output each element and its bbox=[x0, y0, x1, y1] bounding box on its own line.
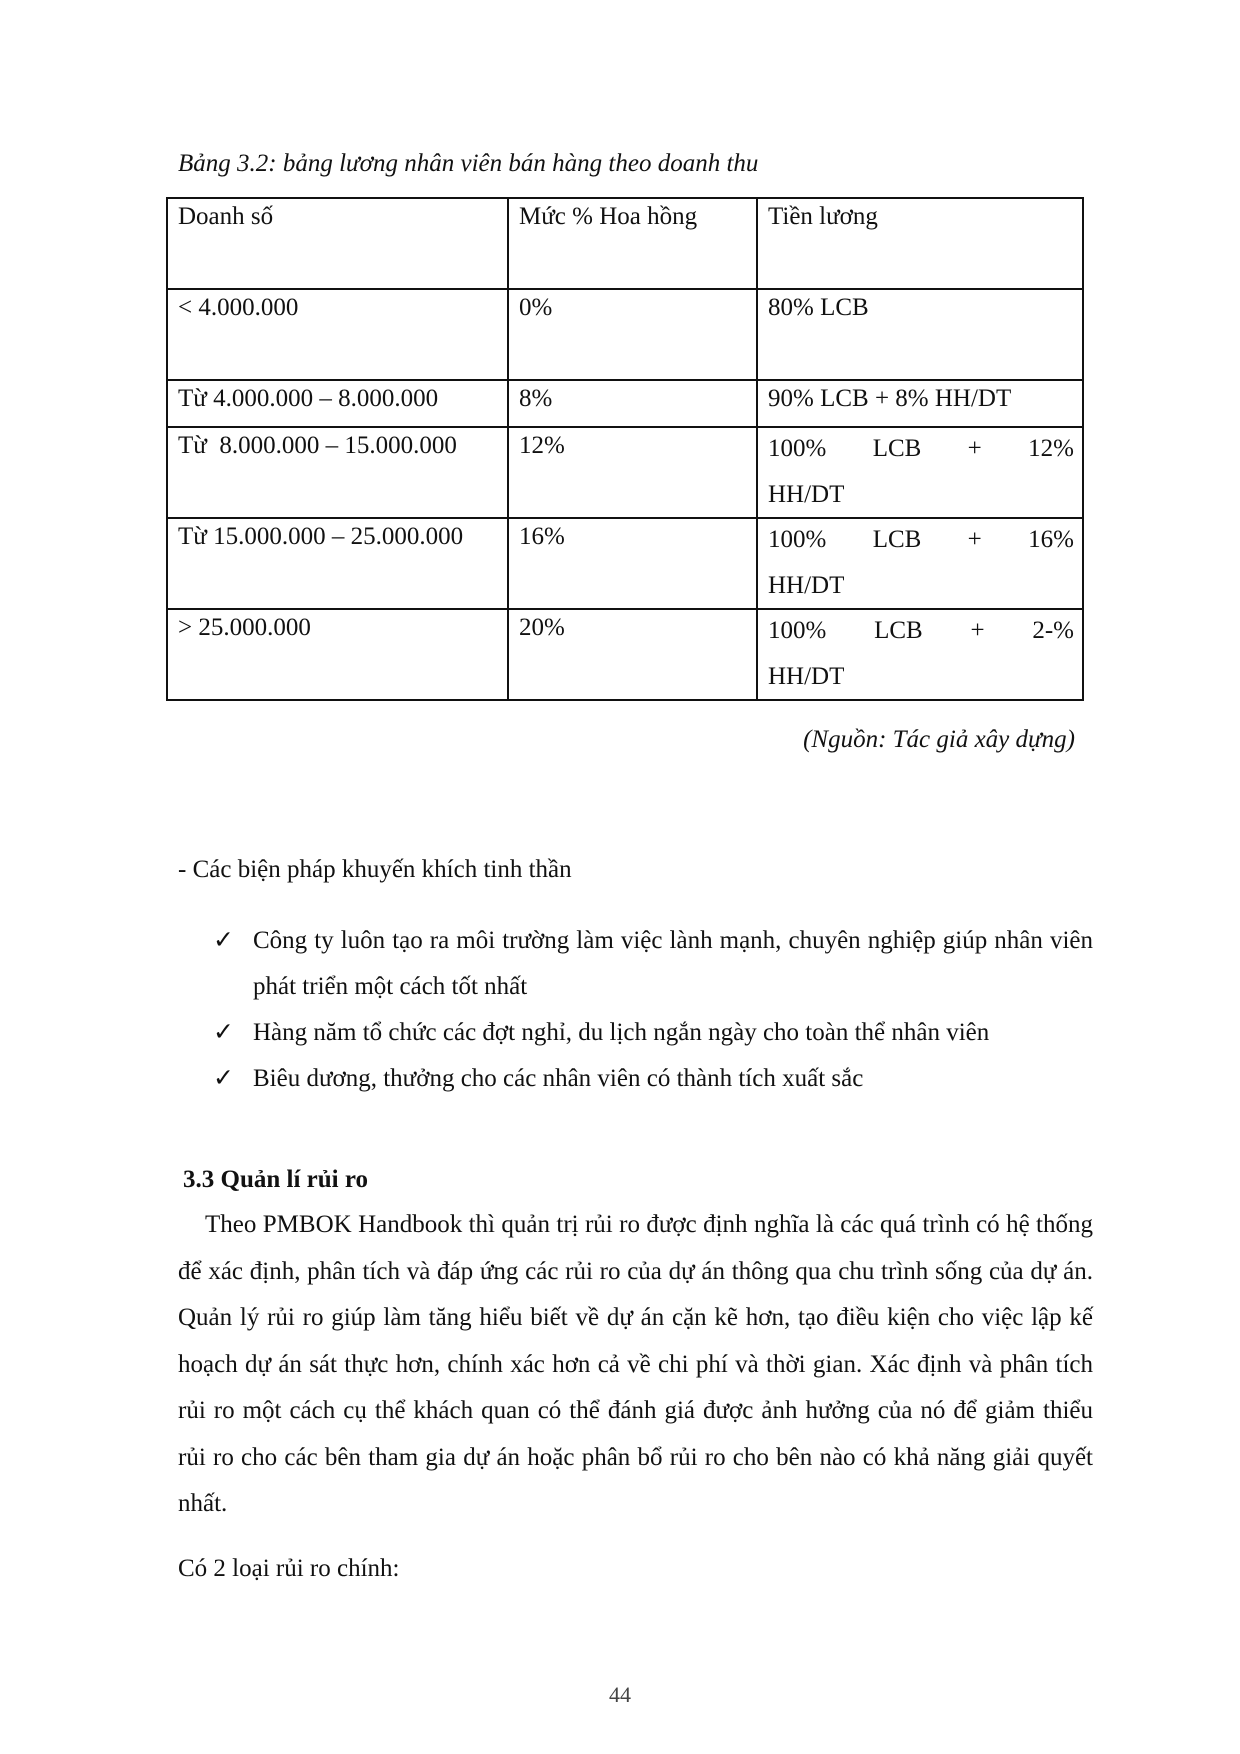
cell-salary: 100% LCB + 12% HH/DT bbox=[757, 427, 1083, 518]
table-row bbox=[167, 609, 1083, 700]
salary-table bbox=[166, 197, 1084, 701]
sub-heading: Có 2 loại rủi ro chính: bbox=[178, 1555, 400, 1582]
cell-sales: Từ 4.000.000 – 8.000.000 bbox=[167, 380, 508, 427]
list-item bbox=[213, 1056, 1093, 1102]
table-row bbox=[167, 380, 1083, 427]
cell-sales: Từ 8.000.000 – 15.000.000 bbox=[167, 427, 508, 518]
page-number: 44 bbox=[609, 1682, 631, 1707]
cell-commission: 20% bbox=[508, 609, 757, 700]
checkmark-icon: ✓ bbox=[213, 927, 234, 954]
table-source: (Nguồn: Tác giả xây dựng) bbox=[803, 726, 1075, 753]
table-caption: Bảng 3.2: bảng lương nhân viên bán hàng theo doanh thu bbox=[178, 150, 759, 177]
cell-sales: > 25.000.000 bbox=[167, 609, 508, 700]
spiritual-measures-heading: - Các biện pháp khuyến khích tinh thần bbox=[178, 856, 572, 883]
cell-salary: 100% LCB + 16% HH/DT bbox=[757, 518, 1083, 609]
list-item-text: Biêu dương, thưởng cho các nhân viên có thành tích xuất sắc bbox=[253, 1065, 864, 1092]
cell-commission: 0% bbox=[508, 289, 757, 380]
table-row bbox=[167, 427, 1083, 518]
cell-salary: 90% LCB + 8% HH/DT bbox=[757, 380, 1083, 427]
cell-salary: 100% LCB + 2-% HH/DT bbox=[757, 609, 1083, 700]
list-item-text: Công ty luôn tạo ra môi trường làm việc lành mạnh, chuyên nghiệp giúp nhân viên phát triển một cách tốt nhất bbox=[253, 927, 1093, 1000]
section-title: 3.3 Quản lí rủi ro bbox=[183, 1166, 368, 1193]
header-salary: Tiền lương bbox=[757, 198, 1083, 289]
list-item bbox=[213, 1010, 1093, 1056]
body-paragraph: Theo PMBOK Handbook thì quản trị rủi ro được định nghĩa là các quá trình có hệ thống để xác định, phân tích và đáp ứng các rủi ro của dự án thông qua chu trình sống của dự án. Quản lý rủi ro giúp làm tăng hiểu biết về dự án cặn kẽ hơn, tạo điều kiện cho việc lập kế hoạch dự án sát thực hơn, chính xác hơn cả về chi phí và thời gian. Xác định và phân tích rủi ro một cách cụ thể khách quan có thể đánh giá được ảnh hưởng của nó để giảm thiểu rủi ro cho các bên tham gia dự án hoặc phân bổ rủi ro cho bên nào có khả năng giải quyết nhất. bbox=[178, 1211, 1093, 1517]
checkmark-icon: ✓ bbox=[213, 1065, 234, 1092]
list-item-text: Hàng năm tổ chức các đợt nghỉ, du lịch ngắn ngày cho toàn thể nhân viên bbox=[253, 1019, 990, 1046]
header-sales: Doanh số bbox=[167, 198, 508, 289]
checkmark-icon: ✓ bbox=[213, 1019, 234, 1046]
table-row bbox=[167, 518, 1083, 609]
cell-commission: 8% bbox=[508, 380, 757, 427]
cell-commission: 16% bbox=[508, 518, 757, 609]
cell-salary: 80% LCB bbox=[757, 289, 1083, 380]
cell-sales: Từ 15.000.000 – 25.000.000 bbox=[167, 518, 508, 609]
table-row bbox=[167, 289, 1083, 380]
table-header-row bbox=[167, 198, 1083, 289]
checklist bbox=[213, 918, 1093, 1102]
header-commission: Mức % Hoa hồng bbox=[508, 198, 757, 289]
cell-commission: 12% bbox=[508, 427, 757, 518]
cell-sales: < 4.000.000 bbox=[167, 289, 508, 380]
list-item bbox=[213, 918, 1093, 1010]
